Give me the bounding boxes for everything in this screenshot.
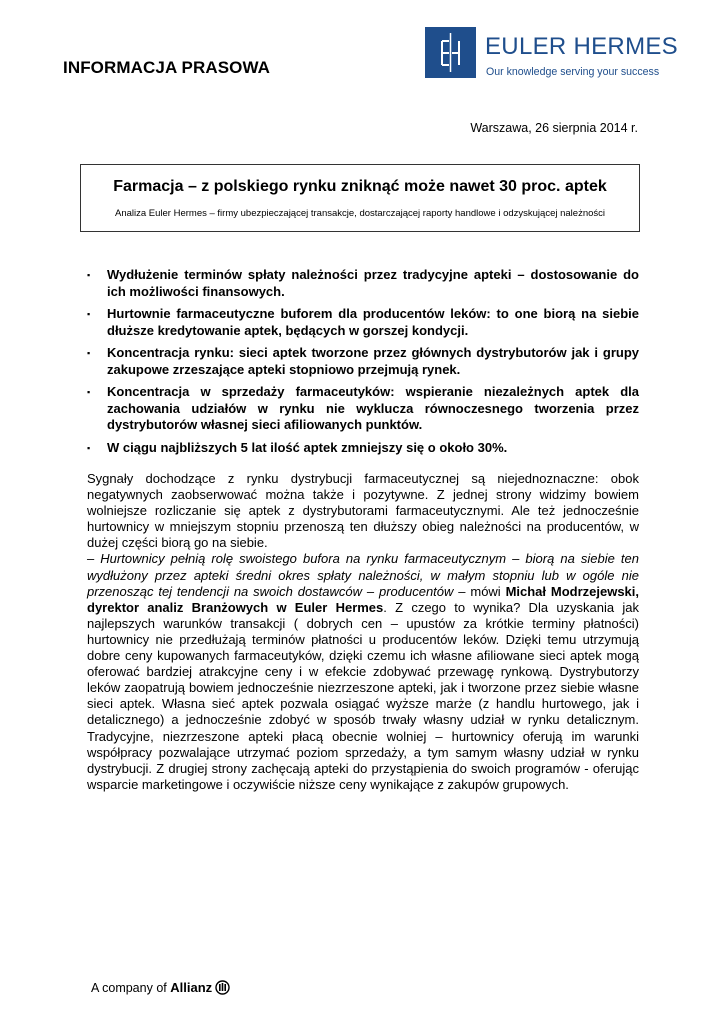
- logo-name: EULER HERMES: [485, 33, 678, 60]
- article-title: Farmacja – z polskiego rynku zniknąć może nawet 30 proc. aptek: [113, 178, 607, 195]
- press-date: Warszawa, 26 sierpnia 2014 r.: [470, 121, 638, 135]
- key-point: ▪ Hurtownie farmaceutyczne buforem dla producentów leków: to one biorą na siebie dłuższe kredytowanie aptek, będących w gorszej kondycji.: [87, 306, 639, 338]
- key-point: ▪ Koncentracja rynku: sieci aptek tworzone przez głównych dystrybutorów jak i grupy zakupowe zrzeszające apteki stopniowo przejmują rynek.: [87, 345, 639, 377]
- logo-tagline: Our knowledge serving your success: [486, 66, 660, 78]
- paragraph-intro: Sygnały dochodzące z rynku dystrybucji farmaceutycznej są niejednoznaczne: obok negatywnych zaobserwować można także i pozytywne. Z jednej strony widzimy bowiem wolniejsze rozliczanie się aptek z dystrybutorami farmaceutycznymi. Ale też jednocześnie hurtownicy w mniejszym stopniu przenoszą ten dłuższy obieg należności na producentów, w dużej części biorą go na siebie.: [87, 471, 639, 551]
- footer-allianz: [91, 980, 230, 995]
- key-point: ▪ Wydłużenie terminów spłaty należności przez tradycyjne apteki – dostosowanie do ich możliwości finansowych.: [87, 267, 639, 299]
- expert-quote: – Hurtownicy pełnią rolę swoistego bufora na rynku farmaceutycznym – biorą na siebie ten wydłużony przez apteki średni okres spłaty należności, w małym stopniu lub w ogóle nie przenosząc tej tendencji na swoich dostawców – producentów: [87, 551, 639, 599]
- key-points-list: [87, 267, 639, 462]
- eh-monogram-icon: [425, 27, 476, 78]
- bullet-square-icon: ▪: [87, 442, 91, 453]
- title-box: [80, 164, 640, 232]
- bullet-square-icon: ▪: [87, 387, 91, 397]
- key-point: ▪ Koncentracja w sprzedaży farmaceutyków: wspieranie niezależnych aptek dla zachowania udziałów w rynku nie wyklucza równoczesnego tworzenia przez dystrybutorów własnej sieci afiliowanych punktów.: [87, 384, 639, 432]
- allianz-eagle-icon: [215, 980, 230, 995]
- allianz-brand: Allianz: [170, 980, 213, 995]
- press-release-label: INFORMACJA PRASOWA: [63, 58, 271, 77]
- bullet-square-icon: ▪: [87, 270, 91, 280]
- bullet-square-icon: ▪: [87, 348, 91, 358]
- euler-hermes-logo: [425, 27, 678, 79]
- speaker-name: Michał Modrzejewski, dyrektor analiz Branżowych w Euler Hermes: [87, 583, 640, 615]
- article-subtitle: Analiza Euler Hermes – firmy ubezpieczającej transakcje, dostarczającej raporty handlowe i odzyskującej należności: [114, 208, 605, 219]
- bullet-square-icon: ▪: [87, 309, 91, 319]
- key-point: ▪ W ciągu najbliższych 5 lat ilość aptek zmniejszy się o około 30%.: [87, 439, 508, 455]
- article-body: [87, 471, 639, 793]
- footer-prefix: A company of: [91, 981, 167, 995]
- paragraph-quote: – Hurtownicy pełnią rolę swoistego bufora na rynku farmaceutycznym – biorą na siebie ten wydłużony przez apteki średni okres spłaty należności, w małym stopniu lub w ogóle nie przenosząc tej tendencji na swoich dostawców – producentów – mówi Michał Modrzejewski, dyrektor analiz Branżowych w Euler Hermes. Z czego to wynika? Dla uzyskania jak najlepszych warunków transakcji ( dobrych cen – upustów za krótkie terminy płatności) hurtownicy nie przedłużają terminów płatności u producentów leków. Dzięki temu utrzymują dobre ceny kupowanych farmaceutyków, dzięki czemu ich własne afiliowane sieci aptek mogą oferować bardziej atrakcyjne ceny i w efekcie zdobywać przewagę rynkową. Dystrybutorzy leków zaopatrują bowiem jednocześnie niezrzeszone apteki, jak i tworzone przez siebie własne sieci aptek. Własna sieć aptek pozwala osiągać wyższe marże (z handlu hurtowego, jak i detalicznego) a jednocześnie zdobyć w sposób trwały własny udział w rynku detalicznym. Tradycyjne, niezrzeszone apteki płacą obecnie wolniej – hurtownicy oferują im warunki współpracy pozwalające utrzymać poziom sprzedaży, a tym samym własny udział w rynku dystrybucji. Z drugiej strony zachęcają apteki do przystąpienia do swoich programów - oferując wsparcie marketingowe i oczywiście niższe ceny wynikające z zakupów grupowych.: [87, 551, 640, 792]
